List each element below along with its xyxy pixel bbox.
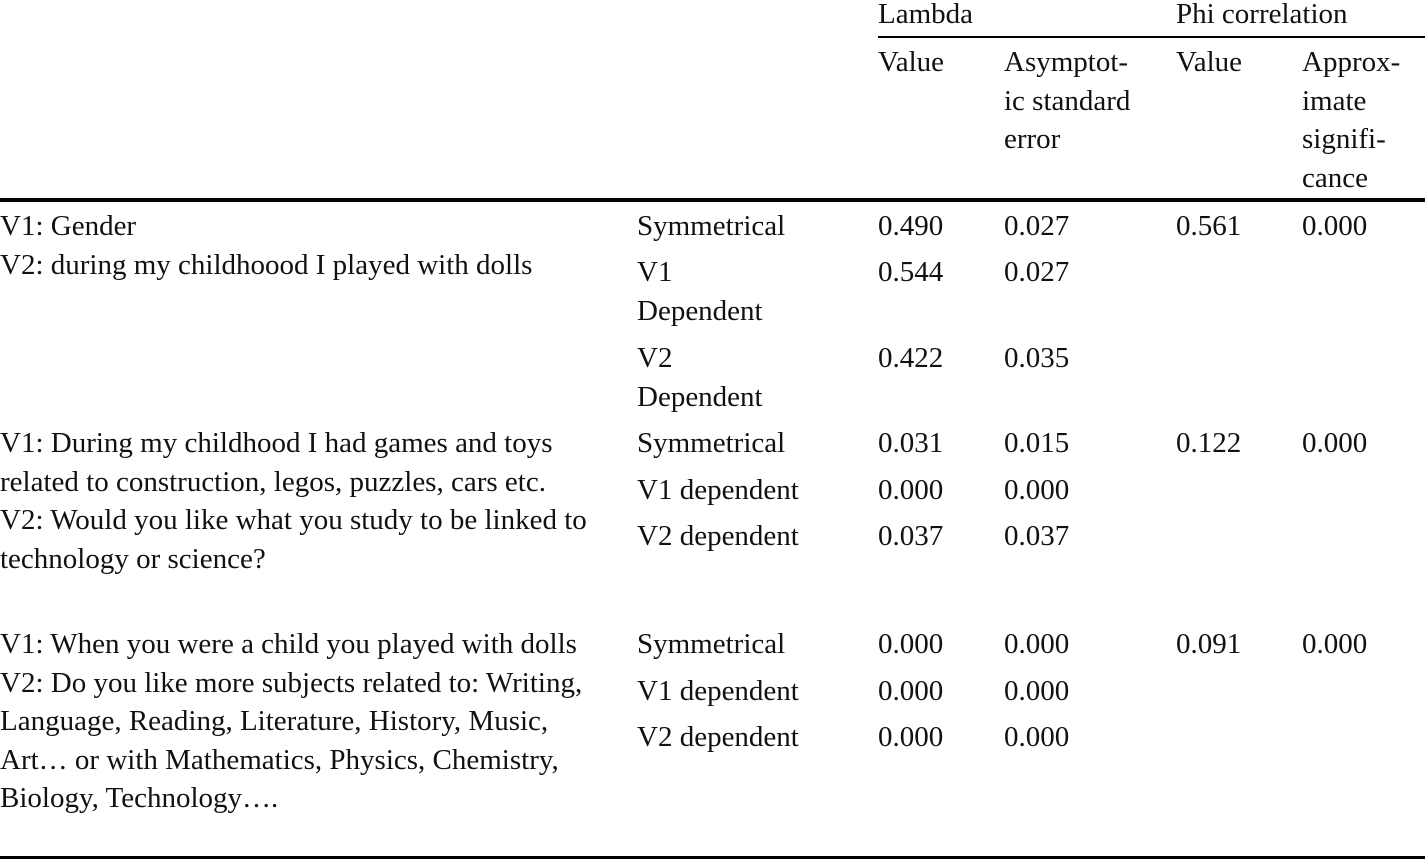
lambda-ase: 0.000 <box>1004 675 1070 707</box>
measure-label: V2 dependent <box>637 721 799 753</box>
measure-label: V1 dependent <box>637 474 799 506</box>
measure-label: Symmetrical <box>637 628 786 660</box>
variable-cell <box>0 207 615 284</box>
phi-value: 0.561 <box>1176 210 1242 242</box>
header-group-phi: Phi correlation <box>1176 0 1348 30</box>
variable-cell <box>0 424 615 578</box>
lambda-ase: 0.000 <box>1004 628 1070 660</box>
phi-sig: 0.000 <box>1302 628 1368 660</box>
table-bottom-rule <box>0 856 1425 859</box>
header-lambda-ase: Asymptot- ic standard error <box>1004 46 1131 156</box>
header-bottom-rule <box>0 198 1425 202</box>
v2-label: V2: Would you like what you study to be linked to technology or science? <box>0 504 587 575</box>
lambda-value: 0.031 <box>878 427 944 459</box>
lambda-value: 0.000 <box>878 721 944 753</box>
lambda-value: 0.544 <box>878 256 944 288</box>
measure-label: V2 dependent <box>637 520 799 552</box>
header-phi-sig: Approx- imate signifi- cance <box>1302 46 1401 194</box>
phi-value: 0.122 <box>1176 427 1242 459</box>
phi-sig: 0.000 <box>1302 427 1368 459</box>
lambda-value: 0.037 <box>878 520 944 552</box>
lambda-ase: 0.015 <box>1004 427 1070 459</box>
lambda-ase: 0.037 <box>1004 520 1070 552</box>
lambda-ase: 0.000 <box>1004 721 1070 753</box>
lambda-ase: 0.027 <box>1004 256 1070 288</box>
header-group-lambda: Lambda <box>878 0 974 30</box>
phi-value: 0.091 <box>1176 628 1242 660</box>
measure-label: V2 Dependent <box>637 342 763 413</box>
variable-cell <box>0 625 615 818</box>
measure-label: Symmetrical <box>637 427 786 459</box>
header-lambda-value: Value <box>878 46 945 78</box>
lambda-value: 0.490 <box>878 210 944 242</box>
lambda-value: 0.422 <box>878 342 944 374</box>
measure-label: V1 dependent <box>637 675 799 707</box>
lambda-ase: 0.000 <box>1004 474 1070 506</box>
phi-sig: 0.000 <box>1302 210 1368 242</box>
lambda-value: 0.000 <box>878 474 944 506</box>
v1-label: V1: Gender <box>0 210 137 242</box>
lambda-ase: 0.027 <box>1004 210 1070 242</box>
measure-label: Symmetrical <box>637 210 786 242</box>
v1-label: V1: When you were a child you played with dolls <box>0 628 577 660</box>
header-phi-value: Value <box>1176 46 1243 78</box>
v1-label: V1: During my childhood I had games and toys related to construction, legos, puzzles, cars etc. <box>0 427 553 498</box>
v2-label: V2: Do you like more subjects related to: Writing, Language, Reading, Literature, History, Music, Art… or with Mathematics, Physics, Chemistry, Biology, Technology…. <box>0 666 583 815</box>
measure-label: V1 Dependent <box>637 256 763 327</box>
v2-label: V2: during my childhoood I played with dolls <box>0 248 533 281</box>
lambda-value: 0.000 <box>878 628 944 660</box>
lambda-value: 0.000 <box>878 675 944 707</box>
header-group-rule <box>878 36 1425 38</box>
lambda-ase: 0.035 <box>1004 342 1070 374</box>
